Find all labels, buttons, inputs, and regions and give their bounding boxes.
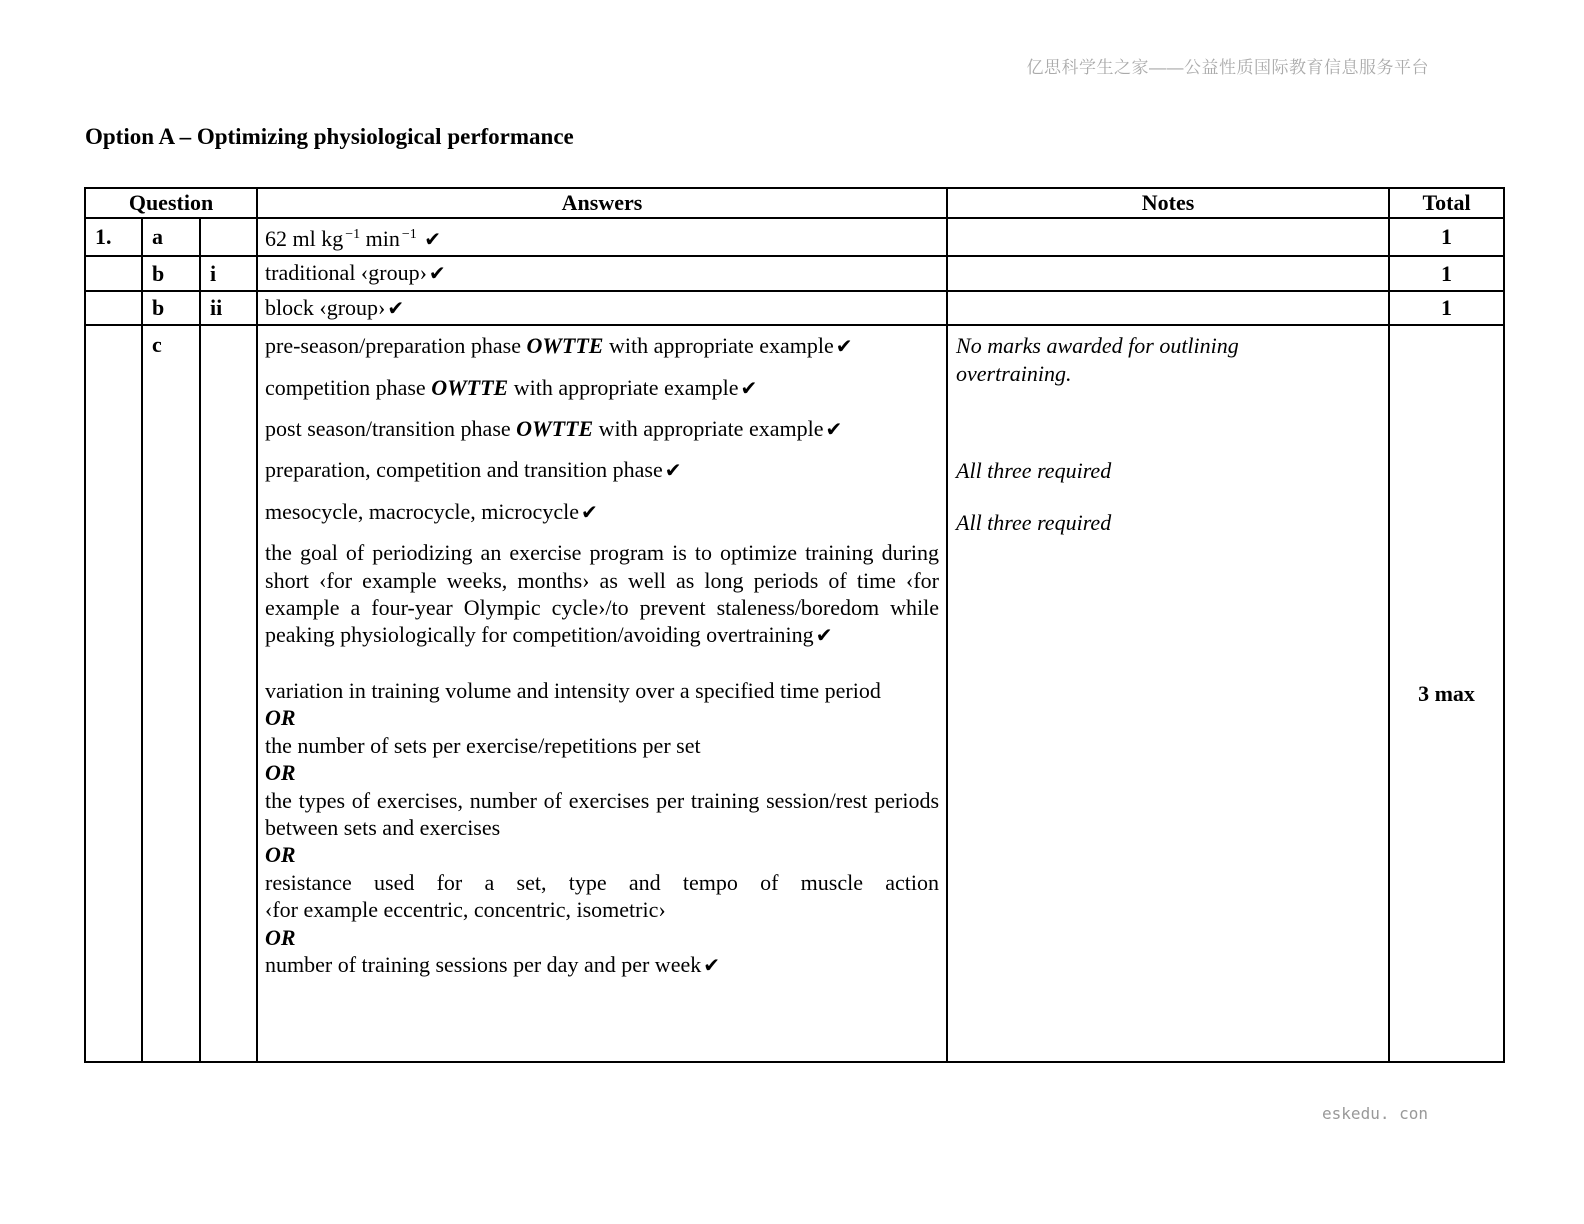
text-segment: No marks awarded for outlining overtraining. — [956, 333, 1239, 386]
text-segment: post season/transition phase — [265, 416, 517, 442]
column-header-notes: Notes — [947, 188, 1389, 218]
notes-cell — [947, 291, 1389, 325]
watermark-text: eskedu. con — [1322, 1104, 1428, 1123]
text-segment: resistance used for a set, type and tempo of muscle action ‹for example eccentric, concentric, isometric› — [265, 869, 940, 923]
question-number-cell — [85, 291, 142, 325]
answer-line-postseason — [265, 415, 939, 443]
checkmark-icon: ✔ — [815, 623, 833, 648]
text-segment: 62 ml kg — [265, 226, 344, 251]
text-segment: the types of exercises, number of exercises per training session/⁠rest periods between sets and exercises — [265, 787, 940, 840]
question-roman-cell: ii — [200, 291, 257, 325]
text-segment: preparation, competition and transition phase — [265, 457, 663, 483]
text-segment: OR — [265, 842, 296, 868]
question-roman-cell — [200, 218, 257, 256]
note-all-three-2 — [956, 509, 1328, 536]
answer-cell — [257, 218, 947, 256]
text-segment: OR — [265, 705, 296, 731]
answer-line-competition — [265, 374, 939, 402]
text-segment: −1 — [345, 227, 361, 242]
checkmark-icon: ✔ — [428, 261, 446, 286]
checkmark-icon: ✔ — [703, 952, 720, 977]
or-separator — [265, 759, 939, 786]
table-row-1c — [85, 325, 1504, 1062]
checkmark-icon: ✔ — [740, 375, 758, 400]
text-segment: block ‹group› — [265, 294, 386, 320]
table-row-1bii — [85, 291, 1504, 325]
checkmark-icon: ✔ — [825, 417, 843, 442]
checkmark-icon: ✔ — [580, 499, 598, 524]
question-number-cell — [85, 325, 142, 1062]
or-separator — [265, 924, 939, 951]
answer-cell — [257, 291, 947, 325]
question-number-cell: 1. — [85, 218, 142, 256]
total-cell: 1 — [1389, 218, 1504, 256]
question-letter-cell: a — [142, 218, 200, 256]
total-cell: 3 max — [1389, 325, 1504, 1062]
notes-cell — [947, 256, 1389, 290]
text-segment: with appropriate example — [603, 333, 834, 359]
column-header-question: Question — [85, 188, 257, 218]
site-banner-text: 亿思科学生之家——公益性质国际教育信息服务平台 — [1026, 58, 1429, 77]
answer-paragraph-resistance — [265, 869, 939, 924]
text-segment: All three required — [956, 510, 1112, 536]
note-no-marks — [956, 332, 1328, 387]
answer-line-sets — [265, 732, 939, 759]
column-header-answers: Answers — [257, 188, 947, 218]
checkmark-icon: ✔ — [835, 334, 853, 359]
notes-cell — [947, 325, 1389, 1062]
question-roman-cell: i — [200, 256, 257, 290]
note-all-three-1 — [956, 457, 1328, 484]
table-header-row — [85, 188, 1504, 218]
page-title: Option A – Optimizing physiological performance — [85, 124, 574, 149]
answer-line-sessions — [265, 951, 939, 979]
answer-line-cycles — [265, 498, 939, 526]
checkmark-icon: ✔ — [387, 295, 405, 320]
or-separator — [265, 704, 939, 731]
text-segment: variation in training volume and intensity over a specified time period — [265, 677, 881, 703]
text-segment: All three required — [956, 458, 1112, 484]
answer-paragraph-variation — [265, 677, 939, 704]
notes-cell — [947, 218, 1389, 256]
total-cell: 1 — [1389, 291, 1504, 325]
text-segment: −1 — [401, 227, 417, 242]
text-segment: OWTTE — [431, 374, 509, 400]
answer-cell — [257, 325, 947, 1062]
question-number-cell — [85, 256, 142, 290]
text-segment: mesocycle, macrocycle, microcycle — [265, 498, 579, 524]
text-segment: traditional ‹group› — [265, 260, 427, 286]
question-roman-cell — [200, 325, 257, 1062]
text-segment: OR — [265, 760, 296, 786]
answer-cell — [257, 256, 947, 290]
question-letter-cell: b — [142, 291, 200, 325]
column-header-total: Total — [1389, 188, 1504, 218]
question-letter-cell: c — [142, 325, 200, 1062]
text-segment: OWTTE — [526, 333, 604, 359]
answer-paragraph-goal — [265, 539, 939, 650]
text-segment: OR — [265, 924, 296, 950]
table-row-1bi — [85, 256, 1504, 290]
text-segment: competition phase — [265, 374, 432, 400]
text-segment: pre-season/preparation phase — [265, 333, 527, 359]
answer-line-phases — [265, 456, 939, 484]
text-segment: min — [360, 226, 400, 251]
question-letter-cell: b — [142, 256, 200, 290]
text-segment: with appropriate example — [508, 374, 739, 400]
table-row-1a — [85, 218, 1504, 256]
text-segment: number of training sessions per day and per week — [265, 951, 702, 977]
checkmark-icon: ✔ — [664, 458, 682, 483]
text-segment: OWTTE — [516, 416, 594, 442]
checkmark-icon: ✔ — [424, 227, 442, 251]
total-cell: 1 — [1389, 256, 1504, 290]
markscheme-table — [84, 187, 1505, 1063]
answer-paragraph-types — [265, 787, 939, 842]
text-segment: the number of sets per exercise/⁠repetitions per set — [265, 732, 701, 758]
or-separator — [265, 841, 939, 868]
text-segment: with appropriate example — [593, 416, 824, 442]
text-segment: the goal of periodizing an exercise program is to optimize training during short ‹for example weeks, months› as well as long periods of time ‹for example a four-year Olympic cycle›/⁠to prevent staleness/⁠boredom while peaking physiologically for competition/⁠avoiding overtraining — [265, 540, 940, 648]
answer-line-preseason — [265, 332, 939, 360]
